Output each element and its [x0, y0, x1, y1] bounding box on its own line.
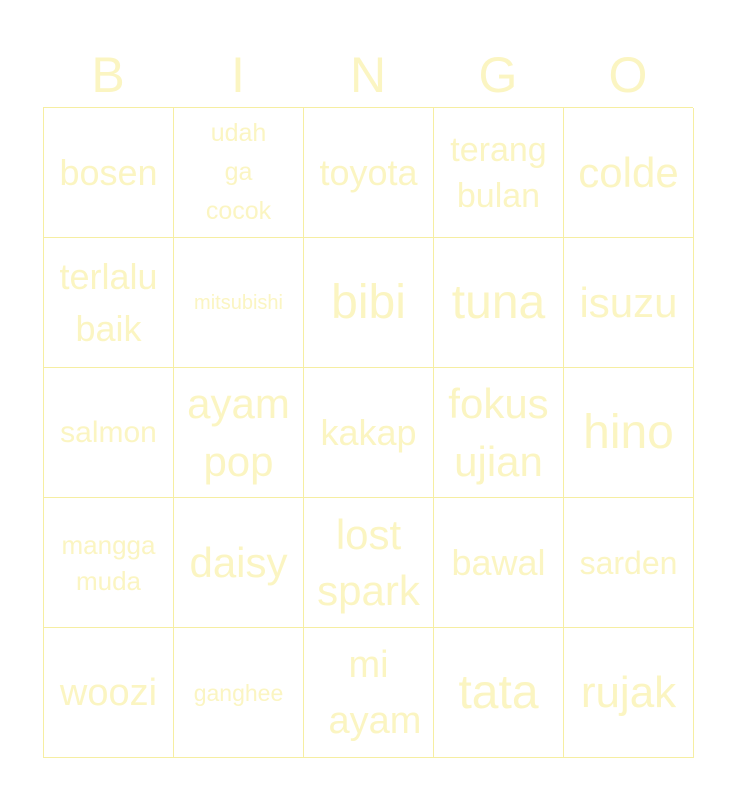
cell-text: kakap — [320, 411, 417, 453]
bingo-cell[interactable] — [174, 368, 304, 498]
bingo-cell[interactable] — [174, 628, 304, 758]
cell-text: toyota — [319, 151, 418, 193]
bingo-cell[interactable] — [304, 108, 434, 238]
cell-text: sarden — [579, 544, 678, 581]
bingo-cell[interactable] — [304, 628, 434, 758]
bingo-cell[interactable] — [564, 238, 694, 368]
bingo-cell[interactable] — [434, 498, 564, 628]
header-letter-o: O — [608, 47, 648, 103]
cell-text: udah ga cocok — [205, 119, 272, 225]
cell-text: woozi — [59, 671, 158, 714]
cell-text: tuna — [451, 275, 546, 329]
bingo-cell[interactable] — [304, 498, 434, 628]
cell-text: fokus ujian — [448, 379, 549, 485]
bingo-cell[interactable] — [564, 498, 694, 628]
cell-text: daisy — [189, 538, 288, 586]
cell-text: mangga muda — [61, 529, 156, 596]
cell-text: salmon — [60, 415, 157, 449]
cell-text: lost spark — [317, 510, 420, 614]
bingo-cell[interactable] — [434, 368, 564, 498]
cell-text: bosen — [59, 151, 158, 193]
bingo-cell[interactable] — [44, 238, 174, 368]
header-letter-b: B — [91, 47, 125, 103]
cell-text: mitsubishi — [194, 291, 283, 314]
bingo-header — [43, 44, 693, 107]
bingo-cell[interactable] — [434, 238, 564, 368]
bingo-cell[interactable] — [434, 108, 564, 238]
bingo-cell[interactable] — [174, 238, 304, 368]
bingo-card — [43, 44, 693, 758]
cell-text: colde — [578, 148, 679, 196]
cell-text: tata — [458, 665, 539, 719]
bingo-cell[interactable] — [44, 498, 174, 628]
bingo-cell[interactable] — [304, 238, 434, 368]
bingo-cell[interactable] — [564, 368, 694, 498]
header-letter-n: N — [349, 47, 387, 103]
cell-text: terlalu baik — [59, 255, 158, 349]
bingo-cell[interactable] — [304, 368, 434, 498]
cell-text: rujak — [580, 667, 677, 717]
cell-text: bibi — [331, 275, 406, 329]
bingo-cell[interactable] — [174, 498, 304, 628]
cell-text: bawal — [451, 541, 546, 583]
cell-text: hino — [583, 405, 674, 459]
cell-text: mi ayam — [328, 643, 422, 742]
bingo-cell[interactable] — [564, 108, 694, 238]
bingo-cell[interactable] — [174, 108, 304, 238]
cell-text: terang bulan — [450, 130, 547, 215]
header-letter-i: I — [231, 47, 245, 103]
bingo-cell[interactable] — [44, 368, 174, 498]
bingo-cell[interactable] — [44, 108, 174, 238]
bingo-cell[interactable] — [564, 628, 694, 758]
cell-text: isuzu — [579, 278, 678, 326]
cell-text: ganghee — [193, 679, 284, 706]
header-letter-g: G — [478, 47, 518, 103]
bingo-grid — [43, 107, 693, 758]
bingo-cell[interactable] — [434, 628, 564, 758]
cell-text: ayam pop — [187, 379, 290, 485]
bingo-cell[interactable] — [44, 628, 174, 758]
